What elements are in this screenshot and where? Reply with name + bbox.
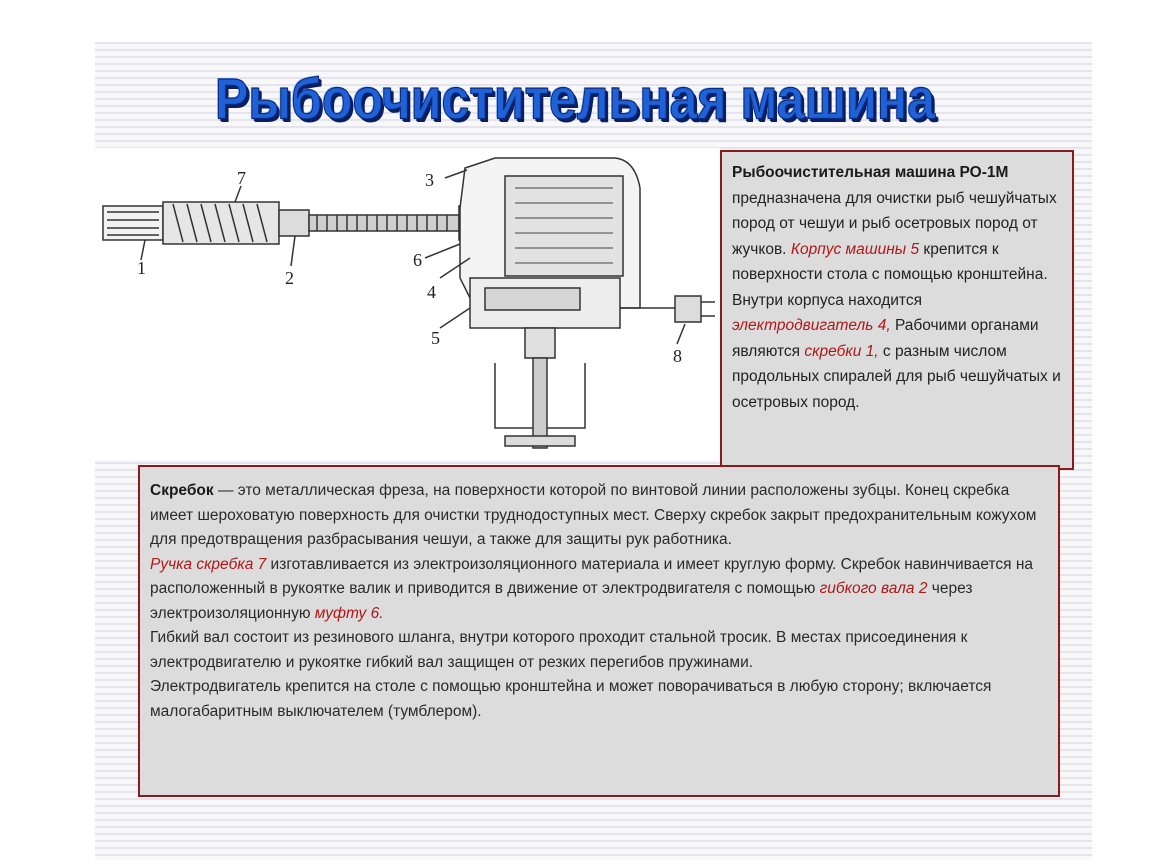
flex-shaft-text: Гибкий вал состоит из резинового шланга, внутри которого проходит стальной тросик. В местах присоединения к электродвигателю и рукоятке гибкий вал защищен от резких перегибов пружинами. [150, 629, 968, 671]
flex-shaft-term: гибкого вала 2 [819, 580, 928, 597]
handle-term: Ручка скребка 7 [150, 555, 267, 573]
scraper-term: Скребок [150, 482, 214, 499]
label-1: 1 [137, 258, 146, 278]
description-box-right [720, 150, 1074, 470]
working-parts-text: Рабочими органами являются [732, 317, 1039, 360]
label-4: 4 [427, 282, 436, 302]
scrapers-term: скребки 1, [804, 342, 879, 360]
label-2: 2 [285, 268, 294, 288]
machine-name: Рыбоочистительная машина РО-1М [732, 164, 1009, 181]
coupling-term: муфту 6. [314, 604, 384, 622]
machine-diagram [95, 148, 720, 460]
label-8: 8 [673, 346, 682, 366]
coupling-text: через электроизоляционную [150, 580, 973, 622]
purpose-text: предназначена для очистки рыб чешуйчатых пород от чешуи и рыб осетровых пород от жучков. [732, 189, 1057, 258]
label-3: 3 [425, 170, 434, 190]
housing-text: крепится к поверхности стола с помощью кронштейна. Внутри корпуса находится [732, 240, 1048, 309]
motor-term: электродвигатель 4, [732, 317, 891, 334]
machine-drawing [95, 148, 720, 460]
motor-mount-text: Электродвигатель крепится на столе с помощью кронштейна и может поворачиваться в любую сторону; включается малогабаритным выключателем (тумблером). [150, 678, 992, 720]
handle-text: изготавливается из электроизоляционного материала и имеет круглую форму. Скребок навинчивается на расположенный в рукоятке валик и приводится в движение от электродвигателя с помощью [150, 555, 1033, 597]
scraper-text: — это металлическая фреза, на поверхности которой по винтовой линии расположены зубцы. Конец скребка имеет шероховатую поверхность для очистки труднодоступных мест. Сверху скребок закрыт предохранительным кожухом для предотвращения разбрасывания чешуи, а также для защиты рук работника. [150, 482, 1037, 548]
label-6: 6 [413, 250, 422, 270]
scrapers-text: с разным числом продольных спиралей для рыб чешуйчатых и осетровых пород. [732, 342, 1061, 411]
housing-term: Корпус машины 5 [790, 240, 920, 258]
page-title: Рыбоочистительная машина [215, 66, 935, 132]
description-box-bottom [138, 465, 1060, 797]
label-5: 5 [431, 328, 440, 348]
label-7: 7 [237, 168, 246, 188]
